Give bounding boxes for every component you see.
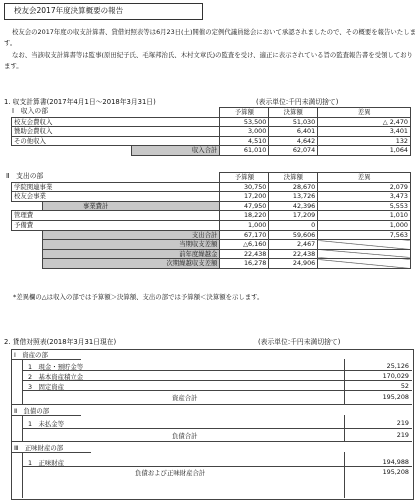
diff-cell: 2,079: [318, 182, 411, 192]
section1-unit: (表示単位:千円未満切捨て): [256, 98, 339, 106]
column-header: 差異: [318, 173, 411, 183]
expense-table: [11, 172, 411, 269]
budget-cell: 17,200: [220, 192, 269, 202]
grand-total-value: 195,208: [382, 468, 409, 476]
section2-heading: 2. 貸借対照表(2018年3月31日現在): [4, 338, 117, 346]
row-label: 次期繰越収支差額: [42, 259, 220, 269]
diff-cell: △ 2,470: [318, 117, 411, 127]
diff-total: 7,563: [318, 230, 411, 240]
asset-item-label: 3 固定資産: [28, 383, 65, 391]
assets-heading: Ⅰ 資産の部: [14, 351, 48, 359]
table-row: [12, 108, 411, 118]
net-assets-heading: Ⅲ 正味財産の部: [14, 444, 64, 452]
total-label: 収入合計: [131, 146, 220, 156]
divider: [22, 452, 23, 498]
intro-paragraph-1: 校友会の2017年度の収支計算書、貸借対照表等は6月23日(土)開催の定例代議員総会において承認されましたので、その概要を報告いたします。: [4, 28, 416, 47]
diff-cell: 3,473: [318, 192, 411, 202]
diff-cell: 5,553: [318, 201, 411, 211]
actual-cell: 13,726: [269, 192, 318, 202]
divider: [22, 359, 23, 404]
table-row: [12, 201, 411, 211]
diff-cell: [318, 259, 411, 269]
asset-item-value: 52: [400, 382, 409, 390]
actual-cell: 28,670: [269, 182, 318, 192]
asset-item-label: 2 基本資産積立金: [28, 373, 84, 381]
asset-item-label: 1 現金・預貯金等: [28, 363, 84, 371]
assets-total-value: 195,208: [382, 393, 409, 401]
budget-cell: 53,500: [220, 117, 269, 127]
column-header: 予算額: [220, 173, 269, 183]
liabilities-total-label: 負債合計: [172, 432, 198, 440]
intro-paragraph-2: なお、当該収支計算書等は監事(原田紀子氏、毛塚邦治氏、木村文章氏)の監査を受け、適正に表示されている旨の監査報告書を受領しております。: [4, 51, 413, 70]
actual-cell: 42,396: [269, 201, 318, 211]
divider: [11, 404, 412, 405]
income-table: [11, 107, 411, 156]
column-header: 決算額: [269, 108, 318, 118]
divider: [22, 466, 412, 467]
column-header: 予算額: [220, 108, 269, 118]
actual-cell: 2,467: [269, 240, 318, 250]
actual-total: 59,606: [269, 230, 318, 240]
budget-cell: 30,750: [220, 182, 269, 192]
actual-cell: 22,438: [269, 249, 318, 259]
asset-item-value: 25,126: [386, 362, 409, 370]
diff-cell: [318, 240, 411, 250]
row-label: 贊助会費収入: [12, 127, 220, 137]
table-row: [12, 192, 411, 202]
divider: [344, 359, 345, 404]
actual-cell: 0: [269, 220, 318, 230]
table-row: [12, 182, 411, 192]
note-text: *差異欄の△は収入の部では予算額＞決算額、支出の部では予算額＜決算額を示します。: [13, 293, 264, 301]
table-row: [12, 117, 411, 127]
budget-cell: 16,278: [220, 259, 269, 269]
budget-cell: △6,160: [220, 240, 269, 250]
divider: [344, 452, 345, 498]
budget-cell: 47,950: [220, 201, 269, 211]
actual-cell: 51,030: [269, 117, 318, 127]
assets-total-label: 資産合計: [172, 394, 198, 402]
diff-cell: 132: [318, 136, 411, 146]
table-row: [12, 259, 411, 269]
budget-cell: 1,000: [220, 220, 269, 230]
table-row: [12, 240, 411, 250]
divider: [22, 370, 412, 371]
grand-total-label: 負債および正味財産合計: [135, 469, 206, 477]
divider: [22, 428, 412, 429]
actual-total: 62,074: [269, 146, 318, 156]
diff-cell: [318, 249, 411, 259]
actual-cell: 4,642: [269, 136, 318, 146]
section2-unit: (表示単位:千円未満切捨て): [258, 338, 341, 346]
budget-total: 61,010: [220, 146, 269, 156]
asset-item-value: 170,029: [382, 372, 409, 380]
diff-cell: 1,010: [318, 211, 411, 221]
net-asset-item-value: 194,988: [382, 458, 409, 466]
budget-cell: 4,510: [220, 136, 269, 146]
table-row: [12, 136, 411, 146]
table-row: [12, 220, 411, 230]
budget-cell: 18,220: [220, 211, 269, 221]
row-label: 前年度繰越金: [42, 249, 220, 259]
row-label: 事業費計: [42, 201, 220, 211]
row-label: 当期収支差額: [42, 240, 220, 250]
expense-heading: Ⅱ 支出の部: [6, 172, 44, 180]
income-heading: Ⅰ 収入の部: [12, 107, 48, 115]
divider: [11, 441, 412, 442]
budget-total: 67,170: [220, 230, 269, 240]
table-row: [12, 230, 411, 240]
total-label: 支出合計: [42, 230, 220, 240]
diff-cell: 1,000: [318, 220, 411, 230]
table-row: [12, 127, 411, 137]
liability-item-label: 1 未払金等: [28, 420, 65, 428]
budget-cell: 22,438: [220, 249, 269, 259]
liabilities-heading: Ⅱ 負債の部: [14, 407, 50, 415]
row-label: 校友会費収入: [12, 117, 220, 127]
column-header: 決算額: [269, 173, 318, 183]
row-label: 予備費: [12, 220, 220, 230]
table-row: [12, 249, 411, 259]
table-row: [12, 173, 411, 183]
divider: [22, 380, 412, 381]
liability-item-value: 219: [396, 419, 409, 427]
diff-cell: 3,401: [318, 127, 411, 137]
actual-cell: 17,209: [269, 211, 318, 221]
table-row: [12, 146, 411, 156]
section1-heading: 1. 収支計算書(2017年4月1日～2018年3月31日): [4, 98, 156, 106]
budget-cell: 3,000: [220, 127, 269, 137]
row-label: その他収入: [12, 136, 220, 146]
column-header: 差異: [318, 108, 411, 118]
divider: [22, 390, 412, 391]
liabilities-total-value: 219: [396, 431, 409, 439]
actual-cell: 24,906: [269, 259, 318, 269]
diff-total: 1,064: [318, 146, 411, 156]
row-label: 管理費: [12, 211, 220, 221]
divider: [11, 452, 91, 453]
page-title: 校友会2017年度決算概要の報告: [14, 6, 124, 15]
row-label: 学院関連事業: [12, 182, 220, 192]
net-asset-item-label: 1 正味財産: [28, 459, 65, 467]
table-row: [12, 211, 411, 221]
row-label: 校友会事業: [12, 192, 220, 202]
actual-cell: 6,401: [269, 127, 318, 137]
